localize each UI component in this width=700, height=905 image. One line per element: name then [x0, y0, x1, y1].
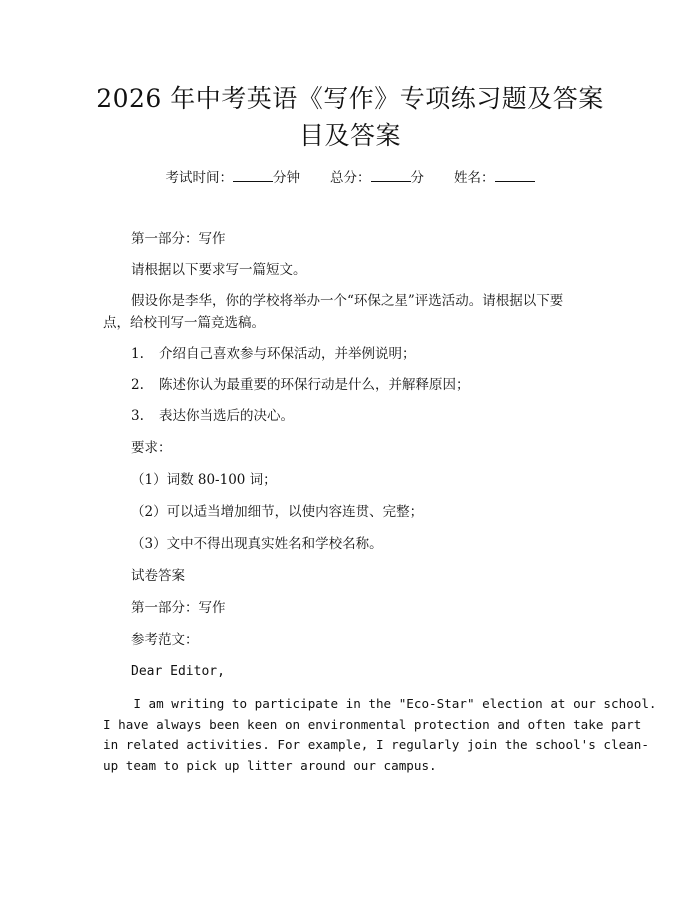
letter-salutation: Dear Editor,	[131, 664, 225, 679]
page-title-continued: 目及答案	[298, 121, 401, 150]
prompt-text-line1: 假设你是李华，你的学校将举办一个“环保之星”评选活动。请根据以下要	[131, 293, 564, 309]
requirements-label: 要求：	[131, 440, 172, 456]
list-item-text: 陈述你认为最重要的环保行动是什么，并解释原因；	[159, 377, 470, 393]
requirement-item: （2）可以适当增加细节，以使内容连贯、完整；	[131, 504, 424, 520]
time-unit: 分钟	[273, 170, 300, 186]
list-item-text: 表达你当选后的决心。	[159, 408, 294, 424]
essay-line: I have always been keen on environmental protection and often take part	[103, 716, 642, 732]
name-label: 姓名：	[454, 170, 495, 186]
essay-line: up team to pick up litter around our campus.	[103, 757, 437, 773]
answer-heading: 试卷答案	[131, 568, 185, 584]
list-item	[131, 405, 631, 427]
section-heading: 第一部分：写作	[131, 231, 226, 247]
requirement-item: （1）词数 80-100 词；	[131, 472, 277, 488]
list-item-text: 介绍自己喜欢参与环保活动，并举例说明；	[159, 346, 416, 362]
time-blank	[233, 168, 273, 182]
prompt-text-line2: 点，给校刊写一篇竞选稿。	[103, 315, 265, 331]
name-blank	[495, 168, 535, 182]
list-item-number: 1.	[131, 346, 144, 362]
instruction-text: 请根据以下要求写一篇短文。	[131, 262, 307, 278]
score-blank	[371, 168, 411, 182]
exam-info-line	[0, 168, 700, 188]
score-unit: 分	[410, 170, 424, 186]
requirement-item: （3）文中不得出现真实姓名和学校名称。	[131, 536, 383, 552]
essay-line: in related activities. For example, I regularly join the school's clean-	[103, 737, 649, 752]
list-item	[131, 343, 631, 365]
sample-essay	[103, 694, 657, 776]
essay-line: I am writing to participate in the "Eco-Star" election at our school.	[103, 696, 657, 711]
time-label: 考试时间：	[165, 170, 233, 186]
list-item-number: 3.	[131, 408, 144, 424]
list-item	[131, 374, 631, 396]
score-label: 总分：	[330, 170, 371, 186]
sample-label: 参考范文：	[131, 632, 199, 648]
page-title: 2026 年中考英语《写作》专项练习题及答案	[96, 84, 604, 113]
answer-section-heading: 第一部分：写作	[131, 600, 226, 616]
list-item-number: 2.	[131, 377, 144, 393]
